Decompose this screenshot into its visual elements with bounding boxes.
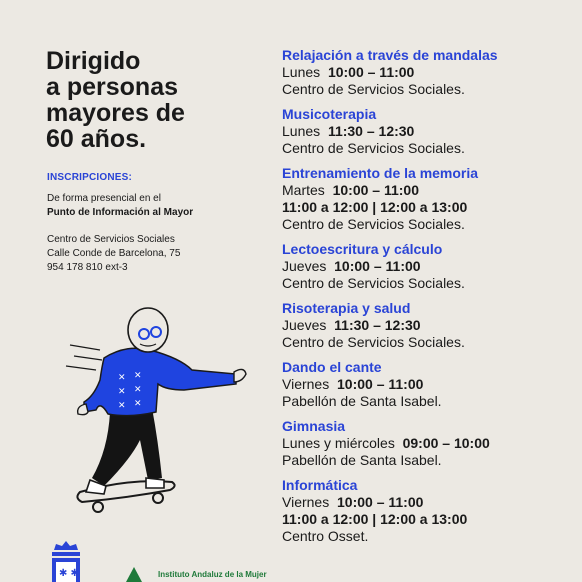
event-schedule [282, 435, 572, 452]
inscripciones-text: De forma presencial en el [47, 193, 161, 204]
event-title: Entrenamiento de la memoria [282, 165, 479, 181]
svg-text:✕: ✕ [134, 371, 142, 381]
event-list [282, 47, 572, 553]
svg-text:✕: ✕ [118, 387, 126, 397]
event-schedule [282, 182, 572, 199]
inscripciones-title: INSCRIPCIONES: [47, 172, 133, 183]
event-day: Viernes [282, 494, 330, 510]
event-day: Jueves [282, 258, 327, 274]
event-schedule [282, 258, 572, 275]
event-schedule [282, 494, 572, 511]
event-time: 11:30 – 12:30 [334, 317, 421, 333]
event-title: Gimnasia [282, 418, 346, 434]
event-title: Lectoescritura y cálculo [282, 241, 443, 257]
headline-line: mayores de [46, 99, 185, 127]
svg-text:✕: ✕ [134, 399, 142, 409]
event-time: 10:00 – 11:00 [337, 376, 424, 392]
event-place: Centro de Servicios Sociales. [282, 275, 465, 291]
municipal-crest-icon [44, 540, 88, 582]
event-schedule [282, 64, 572, 81]
event-item [282, 241, 572, 292]
event-title: Relajación a través de mandalas [282, 47, 498, 63]
skateboarder-illustration [60, 300, 260, 520]
event-item [282, 418, 572, 469]
event-title: Informática [282, 477, 358, 493]
svg-text:✕: ✕ [134, 385, 142, 395]
event-time: 10:00 – 11:00 [327, 64, 415, 80]
svg-text:✱ ✱: ✱ ✱ [59, 568, 79, 579]
event-time: 10:00 – 11:00 [332, 182, 419, 198]
event-day: Viernes [282, 376, 330, 392]
motion-lines [66, 345, 102, 370]
headline-line: 60 años. [46, 125, 147, 153]
event-time: 10:00 – 11:00 [334, 258, 421, 274]
event-schedule [282, 376, 572, 393]
event-place: Centro de Servicios Sociales. [282, 216, 465, 232]
headline-line: a personas [46, 73, 179, 101]
event-place: Centro Osset. [282, 528, 369, 544]
event-item [282, 477, 572, 545]
event-place: Pabellón de Santa Isabel. [282, 452, 442, 468]
event-item [282, 165, 572, 233]
sweater [84, 348, 236, 415]
event-title: Musicoterapia [282, 106, 377, 122]
event-day: Martes [282, 182, 325, 198]
iam-logo-text: Instituto Andaluz de la Mujer [158, 570, 267, 579]
event-time: 09:00 – 10:00 [402, 435, 490, 451]
event-title: Risoterapia y salud [282, 300, 411, 316]
event-place: Centro de Servicios Sociales. [282, 140, 465, 156]
event-schedule [282, 317, 572, 334]
address-line: Centro de Servicios Sociales [47, 234, 175, 245]
svg-text:✕: ✕ [118, 373, 126, 383]
headline-line: Dirigido [46, 47, 141, 75]
event-place: Centro de Servicios Sociales. [282, 81, 465, 97]
inscripciones-place: Punto de Información al Mayor [47, 207, 194, 218]
event-day: Jueves [282, 317, 327, 333]
iam-logo-icon [124, 567, 154, 582]
event-item [282, 106, 572, 157]
head [128, 308, 168, 352]
address-line: Calle Conde de Barcelona, 75 [47, 248, 181, 259]
phone-number: 954 178 810 ext-3 [47, 262, 128, 273]
headline [46, 48, 246, 152]
event-day: Lunes [282, 123, 321, 139]
event-extra-times: 11:00 a 12:00 | 12:00 a 13:00 [282, 199, 468, 215]
legs [92, 408, 162, 486]
event-title: Dando el cante [282, 359, 382, 375]
event-place: Pabellón de Santa Isabel. [282, 393, 442, 409]
event-time: 11:30 – 12:30 [327, 123, 415, 139]
event-day: Lunes y miércoles [282, 435, 395, 451]
event-extra-times: 11:00 a 12:00 | 12:00 a 13:00 [282, 511, 468, 527]
event-time: 10:00 – 11:00 [337, 494, 424, 510]
event-item [282, 47, 572, 98]
event-item [282, 300, 572, 351]
event-item [282, 359, 572, 410]
svg-text:✕: ✕ [118, 401, 126, 411]
event-place: Centro de Servicios Sociales. [282, 334, 465, 350]
event-schedule [282, 123, 572, 140]
event-day: Lunes [282, 64, 321, 80]
